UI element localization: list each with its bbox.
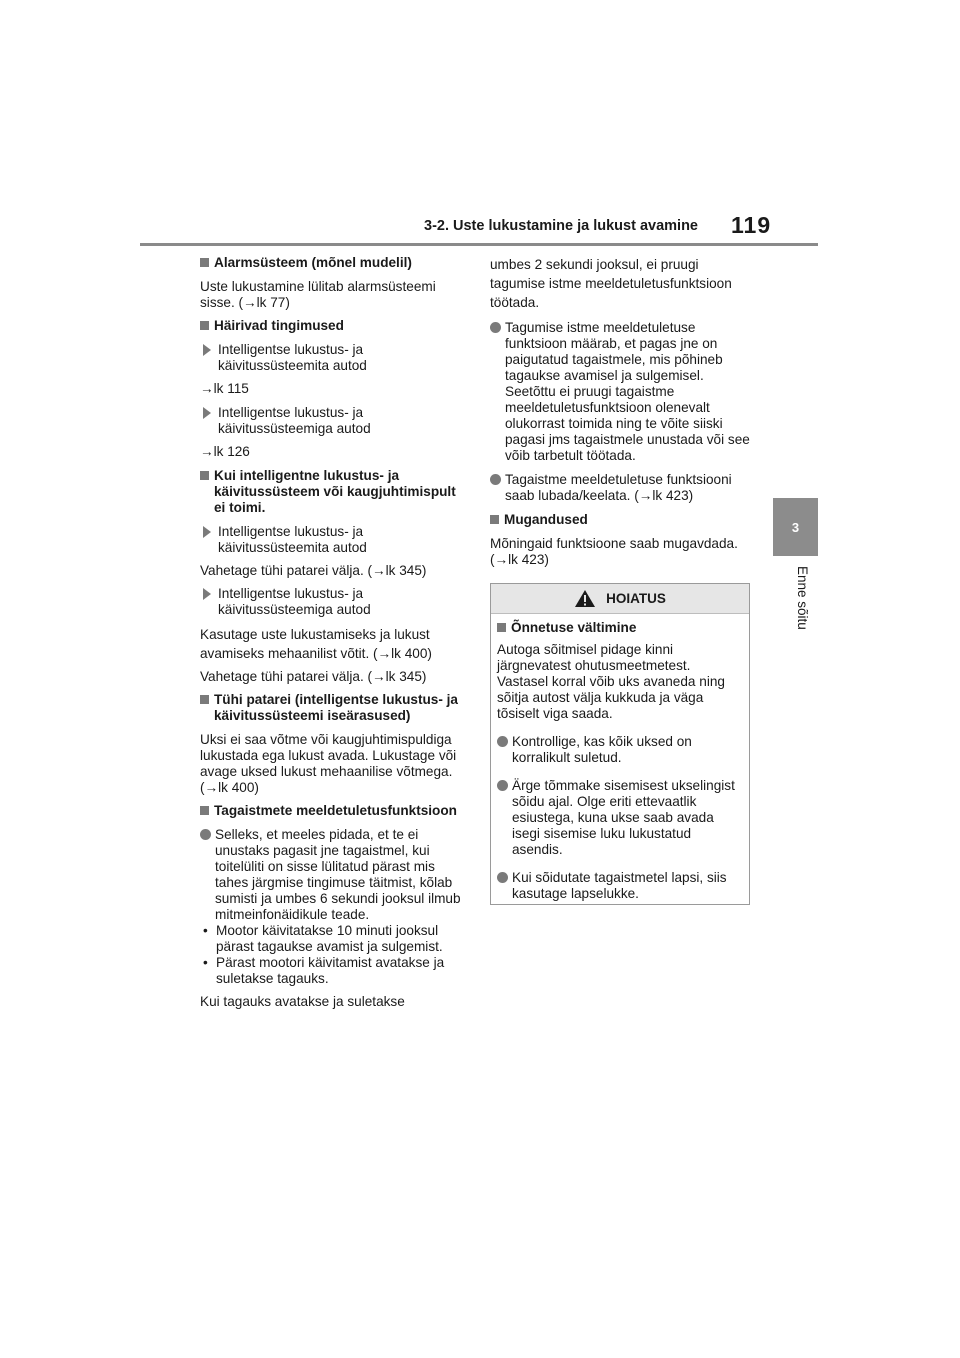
heading-accident-prevention: Õnnetuse vältimine <box>497 620 743 636</box>
bullet-item: • Pärast mootori käivitamist avatakse ja suletakse tagauks. <box>200 955 468 987</box>
chapter-number: 3 <box>791 519 800 535</box>
warning-triangle-icon <box>574 589 596 608</box>
circle-bullet-icon <box>497 736 508 747</box>
square-bullet-icon <box>200 321 209 330</box>
triangle-arrow-icon <box>203 344 211 356</box>
circle-bullet-icon <box>200 829 211 840</box>
heading-interference: Häirivad tingimused <box>200 318 468 334</box>
paragraph: Uste lukustamine lülitab alarmsüsteemi sisse. (→lk 77) <box>200 279 436 310</box>
paragraph: umbes 2 sekundi jooksul, ei pruugi tagumise istme meeldetuletusfunktsioon töötada. <box>490 257 732 310</box>
arrow-item: Intelligentse lukustus- ja käivitussüsteemita autod <box>200 342 468 374</box>
circle-bullet-icon <box>497 780 508 791</box>
square-bullet-icon <box>490 515 499 524</box>
square-bullet-icon <box>200 695 209 704</box>
square-bullet-icon <box>200 471 209 480</box>
dot-item: Kui sõidutate tagaistmetel lapsi, siis kasutage lapselukke. <box>497 870 743 902</box>
triangle-arrow-icon <box>203 526 211 538</box>
paragraph: Vahetage tühi patarei välja. (→lk 345) <box>200 669 427 684</box>
dot-item: Kontrollige, kas kõik uksed on korralikult suletud. <box>497 734 743 766</box>
bullet-icon: • <box>203 955 208 970</box>
right-column <box>490 255 752 575</box>
arrow-item: Intelligentse lukustus- ja käivitussüsteemiga autod <box>200 405 468 437</box>
circle-bullet-icon <box>490 322 501 333</box>
heading-dead-battery: Tühi patarei (intelligentse lukustus- ja käivitussüsteemi iseärasused) <box>200 692 468 724</box>
warning-header <box>491 584 749 614</box>
dot-item: Selleks, et meeles pidada, et te ei unustaks pagasit jne tagaistmel, kui toitelüliti on sisse lülitatud pärast mis tahes järgmise tingimuse täitmist, kõlab sumisti ja umbes 6 sekundi jooksul ilmub mitmeinfonäidikule teade. <box>200 827 468 923</box>
paragraph: Uksi ei saa võtme või kaugjuhtimispuldiga lukustada ega lukust avada. Lukustage või avage uksed lukust mehaanilise võtmega. (→lk 400) <box>200 732 457 795</box>
square-bullet-icon <box>200 258 209 267</box>
paragraph: Vahetage tühi patarei välja. (→lk 345) <box>200 563 427 578</box>
heading-customizations: Mugandused <box>490 512 752 528</box>
page-reference[interactable]: →lk 126 <box>200 444 250 459</box>
dot-item: Tagaistme meeldetuletuse funktsiooni saab lubada/keelata. (→lk 423) <box>490 472 752 504</box>
circle-bullet-icon <box>497 872 508 883</box>
warning-title: HOIATUS <box>606 591 666 606</box>
page-number: 119 <box>731 212 772 238</box>
circle-bullet-icon <box>490 474 501 485</box>
section-title: 3-2. Uste lukustamine ja lukust avamine <box>424 218 698 234</box>
header-rule <box>140 243 818 246</box>
square-bullet-icon <box>200 806 209 815</box>
square-bullet-icon <box>497 623 506 632</box>
heading-alarm: Alarmsüsteem (mõnel mudelil) <box>200 255 468 271</box>
triangle-arrow-icon <box>203 588 211 600</box>
warning-body <box>491 614 749 902</box>
triangle-arrow-icon <box>203 407 211 419</box>
dot-item: Tagumise istme meeldetuletuse funktsioon määrab, et pagas jne on paigutatud tagaistmele, mis põhineb tagaukse avamisel ja sulgemisel. Seetõttu ei pruugi tagaistme meeldetuletusfunktsioon olenevalt olukorrast toimida ning te võite siiski pagasi jms tagaistmele unustada või see võib tarbetult töötada. <box>490 320 752 464</box>
page-reference[interactable]: →lk 115 <box>200 381 249 396</box>
left-column <box>200 255 468 1017</box>
arrow-item: Intelligentse lukustus- ja käivitussüsteemiga autod <box>200 586 468 618</box>
paragraph: Mõningaid funktsioone saab mugavdada. (→lk 423) <box>490 536 738 567</box>
heading-rear-seat-reminder: Tagaistmete meeldetuletusfunktsioon <box>200 803 468 819</box>
chapter-tab <box>773 498 818 556</box>
bullet-item: • Mootor käivitatakse 10 minuti jooksul pärast tagaukse avamist ja sulgemist. <box>200 923 468 955</box>
heading-not-working: Kui intelligentne lukustus- ja käivitussüsteem või kaugjuhtimispult ei toimi. <box>200 468 468 516</box>
arrow-item: Intelligentse lukustus- ja käivitussüsteemita autod <box>200 524 468 556</box>
bullet-icon: • <box>203 923 208 938</box>
chapter-label: Enne sõitu <box>795 566 810 630</box>
paragraph: Autoga sõitmisel pidage kinni järgnevatest ohutusmeetmetest. Vastasel korral võib uks avaneda ning sõitja autost välja kukkuda ja väga tõsiselt viga saada. <box>497 642 725 721</box>
warning-box <box>490 583 750 905</box>
paragraph: Kasutage uste lukustamiseks ja lukust avamiseks mehaanilist võtit. (→lk 400) <box>200 627 432 661</box>
dot-item: Ärge tõmmake sisemisest ukselingist sõidu ajal. Olge eriti ettevaatlik esiustega, kuna ukse saab avada isegi sisemise luku lukustatud asendis. <box>497 778 743 858</box>
paragraph: Kui tagauks avatakse ja suletakse <box>200 994 405 1009</box>
